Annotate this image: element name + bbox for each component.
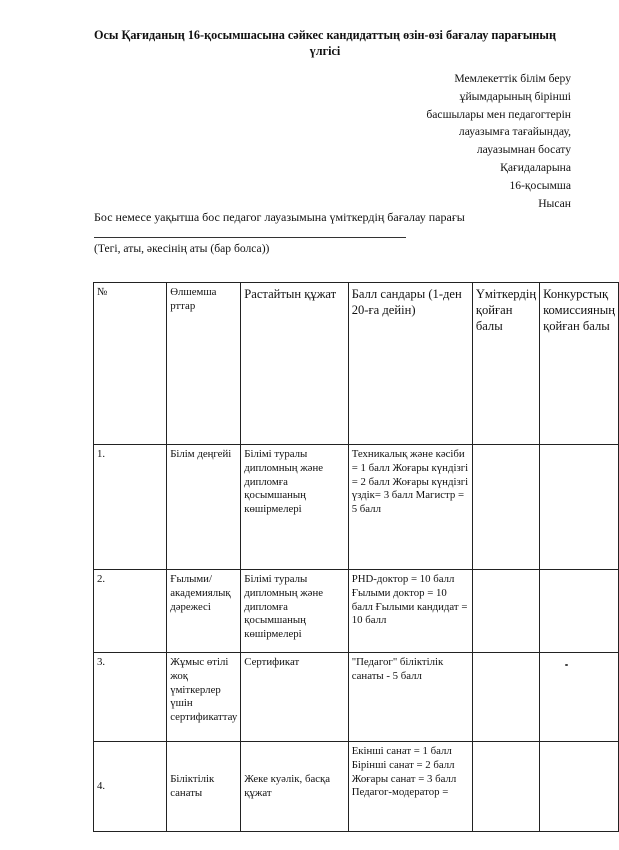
row-candidate-score xyxy=(472,742,539,832)
approval-line: басшылары мен педагогтерін xyxy=(426,107,571,121)
scan-mark xyxy=(565,664,568,666)
header-number: № xyxy=(94,283,167,445)
approval-line: ұйымдарының бірінші xyxy=(459,89,571,103)
row-commission-score xyxy=(540,570,619,653)
document-title: Осы Қағиданың 16-қосымшасына сәйкес кандидаттың өзін-өзі бағалау парағының үлгісі xyxy=(94,28,556,58)
row-criteria: Біліктілік санаты xyxy=(167,742,241,832)
row-points: PHD-доктор = 10 балл Ғылыми доктор = 10 балл Ғылыми кандидат = 10 балл xyxy=(348,570,472,653)
row-document: Сертификат xyxy=(241,653,348,742)
row-commission-score xyxy=(540,742,619,832)
row-document: Білімі туралы дипломның және дипломға қосымшаның көшірмелері xyxy=(241,570,348,653)
row-number: 4. xyxy=(94,742,167,832)
approval-line: Нысан xyxy=(538,196,571,210)
row-document: Жеке куәлік, басқа құжат xyxy=(241,742,348,832)
form-heading: Бос немесе уақытша бос педагог лауазымына үміткердің бағалау парағы xyxy=(94,210,465,224)
table-row xyxy=(94,653,619,742)
header-criteria: Өлшемша рттар xyxy=(167,283,241,445)
name-fill-line xyxy=(94,237,406,238)
row-number: 2. xyxy=(94,570,167,653)
approval-block xyxy=(351,70,571,212)
assessment-table xyxy=(93,282,619,832)
row-number: 3. xyxy=(94,653,167,742)
approval-line: 16-қосымша xyxy=(509,178,571,192)
header-commission-score: Конкурстық комиссияның қойған балы xyxy=(540,283,619,445)
approval-line: Мемлекеттік білім беру xyxy=(454,72,571,85)
name-caption: (Тегі, аты, әкесінің аты (бар болса)) xyxy=(94,242,270,255)
header-document: Растайтын құжат xyxy=(241,283,348,445)
table-header-row xyxy=(94,283,619,445)
row-criteria: Білім деңгейі xyxy=(167,445,241,570)
row-commission-score xyxy=(540,445,619,570)
row-commission-score xyxy=(540,653,619,742)
header-candidate-score: Үміткердің қойған балы xyxy=(472,283,539,445)
row-points: Екінші санат = 1 балл Бірінші санат = 2 балл Жоғары санат = 3 балл Педагог-модератор = xyxy=(348,742,472,832)
table-row xyxy=(94,445,619,570)
row-number: 1. xyxy=(94,445,167,570)
row-candidate-score xyxy=(472,445,539,570)
row-candidate-score xyxy=(472,653,539,742)
row-criteria: Жұмыс өтілі жоқ үміткерлер үшін сертификаттау xyxy=(167,653,241,742)
approval-line: лауазымға тағайындау, xyxy=(458,125,571,139)
approval-line: Қағидаларына xyxy=(500,160,571,174)
row-document: Білімі туралы дипломның және дипломға қосымшаның көшірмелері xyxy=(241,445,348,570)
row-points: Техникалық және кәсіби = 1 балл Жоғары күндізгі = 2 балл Жоғары күндізгі үздік= 3 балл Магистр = 5 балл xyxy=(348,445,472,570)
row-points: "Педагог" біліктілік санаты - 5 балл xyxy=(348,653,472,742)
header-points: Балл сандары (1-ден 20-ға дейін) xyxy=(348,283,472,445)
row-criteria: Ғылыми/академиялық дәрежесі xyxy=(167,570,241,653)
row-candidate-score xyxy=(472,570,539,653)
approval-line: лауазымнан босату xyxy=(476,143,571,157)
table-row xyxy=(94,570,619,653)
table-row xyxy=(94,742,619,832)
